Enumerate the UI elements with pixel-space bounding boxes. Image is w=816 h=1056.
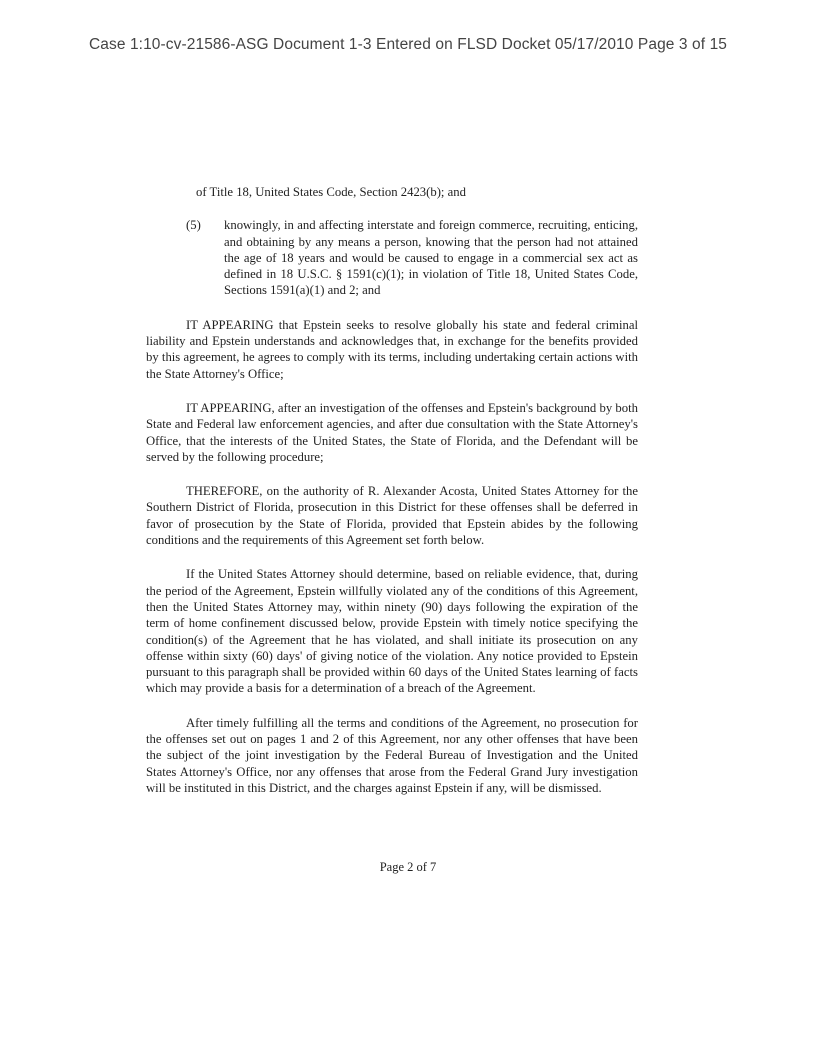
numbered-item-5 bbox=[186, 217, 638, 298]
docket-header: Case 1:10-cv-21586-ASG Document 1-3 Entered on FLSD Docket 05/17/2010 Page 3 of 15 bbox=[88, 36, 728, 53]
continuation-line: of Title 18, United States Code, Section 2423(b); and bbox=[196, 185, 466, 199]
document-body bbox=[146, 184, 638, 796]
item-text: knowingly, in and affecting interstate and foreign commerce, recruiting, enticing, and obtaining by any means a person, knowing that the person had not attained the age of 18 years and would be caused to engage in a commercial sex act as defined in 18 U.S.C. § 1591(c)(1); in violation of Title 18, United States Code, Sections 1591(a)(1) and 2; and bbox=[224, 218, 638, 298]
paragraph-no-prosecution: After timely fulfilling all the terms and conditions of the Agreement, no prosecution for the offenses set out on pages 1 and 2 of this Agreement, nor any other offenses that have been the subject of the joint investigation by the Federal Bureau of Investigation and the United States Attorney's Office, nor any offenses that arose from the Federal Grand Jury investigation will be instituted in this District, and the charges against Epstein if any, will be dismissed. bbox=[146, 715, 638, 795]
paragraph-it-appearing-1: IT APPEARING that Epstein seeks to resolve globally his state and federal criminal liability and Epstein understands and acknowledges that, in exchange for the benefits provided by this agreement, he agrees to comply with its terms, including undertaking certain actions with the State Attorney's Office; bbox=[146, 317, 638, 381]
page-number: Page 2 of 7 bbox=[379, 860, 437, 874]
paragraph-it-appearing-2: IT APPEARING, after an investigation of the offenses and Epstein's background by both State and Federal law enforcement agencies, and after due consultation with the State Attorney's Office, that the interests of the United States, the State of Florida, and the Defendant will be served by the following procedure; bbox=[146, 400, 638, 464]
paragraph-violation-notice: If the United States Attorney should determine, based on reliable evidence, that, during the period of the Agreement, Epstein willfully violated any of the conditions of this Agreement, then the United States Attorney may, within ninety (90) days following the expiration of the term of home confinement discussed below, provide Epstein with timely notice specifying the condition(s) of the Agreement that he has violated, and shall initiate its prosecution on any offense within sixty (60) days' of giving notice of the violation. Any notice provided to Epstein pursuant to this paragraph shall be provided within 60 days of the United States learning of facts which may provide a basis for a determination of a breach of the Agreement. bbox=[146, 567, 638, 696]
item-number: (5) bbox=[186, 218, 201, 233]
paragraph-therefore: THEREFORE, on the authority of R. Alexander Acosta, United States Attorney for the Southern District of Florida, prosecution in this District for these offenses shall be deferred in favor of prosecution by the State of Florida, provided that Epstein abides by the following conditions and the requirements of this Agreement set forth below. bbox=[146, 484, 638, 548]
